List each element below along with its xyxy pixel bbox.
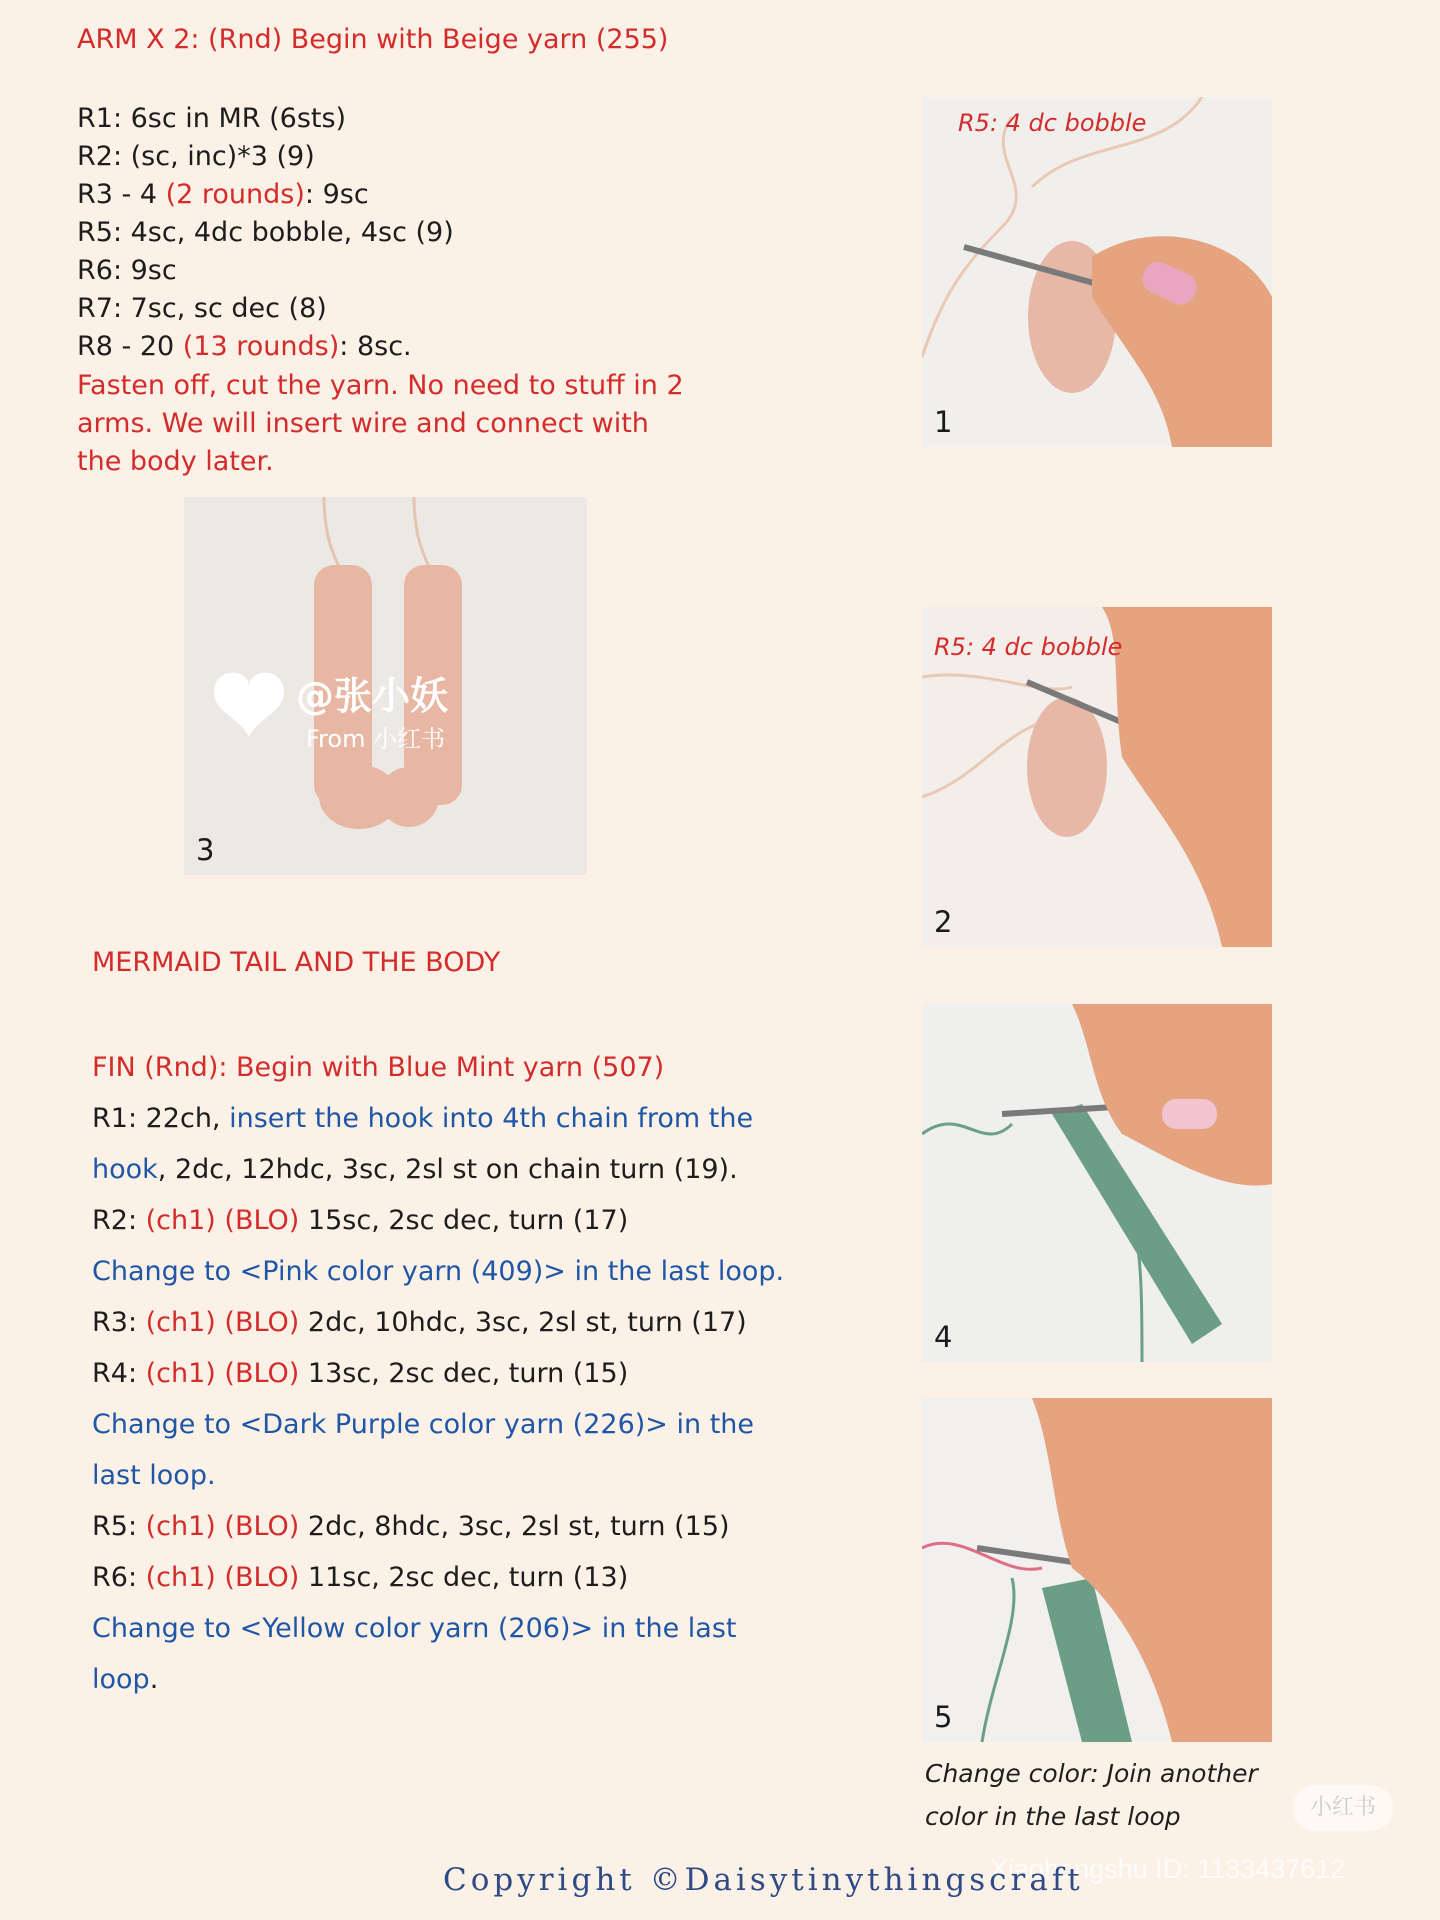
arm-round-r8-20: R8 - 20 (13 rounds): 8sc. — [77, 331, 412, 362]
color-change-yellow: Change to <Yellow color yarn (206)> in the last — [92, 1613, 737, 1644]
photo-step-2 — [922, 607, 1272, 947]
platform-id-watermark: Xiaohongshu ID: 1133437612 — [990, 1854, 1346, 1884]
fin-round-r5: R5: (ch1) (BLO) 2dc, 8hdc, 3sc, 2sl st, turn (15) — [92, 1511, 730, 1542]
arm-round-r7: R7: 7sc, sc dec (8) — [77, 293, 327, 324]
watermark-username: @张小妖 — [296, 674, 449, 718]
fin-title: FIN (Rnd): Begin with Blue Mint yarn (507) — [92, 1052, 665, 1083]
color-change-purple: Change to <Dark Purple color yarn (226)> in the — [92, 1409, 755, 1440]
arm-round-r5: R5: 4sc, 4dc bobble, 4sc (9) — [77, 217, 454, 248]
photo-1-number: 1 — [934, 405, 953, 439]
arm-section-title: ARM X 2: (Rnd) Begin with Beige yarn (255) — [77, 24, 669, 55]
platform-logo-watermark: 小红书 — [1293, 1785, 1393, 1831]
arm-finish-note: Fasten off, cut the yarn. No need to stuff in 2 arms. We will insert wire and connect with the body later. — [77, 370, 684, 477]
photo-4-number: 4 — [934, 1320, 953, 1354]
color-change-caption: Change color: Join another color in the last loop — [925, 1759, 1258, 1831]
photo-1-caption: R5: 4 dc bobble — [958, 109, 1147, 137]
photo-1-illustration — [922, 97, 1272, 447]
fin-round-r3: R3: (ch1) (BLO) 2dc, 10hdc, 3sc, 2sl st, turn (17) — [92, 1307, 747, 1338]
arm-round-r1: R1: 6sc in MR (6sts) — [77, 103, 347, 134]
fin-round-r4: R4: (ch1) (BLO) 13sc, 2sc dec, turn (15) — [92, 1358, 629, 1389]
photo-4-illustration — [922, 1004, 1272, 1362]
color-change-pink: Change to <Pink color yarn (409)> in the last loop. — [92, 1256, 785, 1287]
photo-5-number: 5 — [934, 1700, 953, 1734]
photo-3-number: 3 — [196, 833, 215, 867]
watermark-source: From 小红书 — [306, 725, 446, 753]
arm-round-r6: R6: 9sc — [77, 255, 177, 286]
color-change-yellow-cont: loop. — [92, 1664, 159, 1695]
fin-round-r6: R6: (ch1) (BLO) 11sc, 2sc dec, turn (13) — [92, 1562, 629, 1593]
fin-round-r2: R2: (ch1) (BLO) 15sc, 2sc dec, turn (17) — [92, 1205, 629, 1236]
copyright-footer: Copyright ©Daisytinythingscraft — [443, 1862, 1084, 1898]
photo-5-illustration — [922, 1398, 1272, 1742]
arm-round-r3-4: R3 - 4 (2 rounds): 9sc — [77, 179, 369, 210]
photo-2-caption: R5: 4 dc bobble — [934, 633, 1123, 661]
photo-2-number: 2 — [934, 905, 953, 939]
round-count-highlight: (13 rounds) — [182, 331, 340, 362]
photo-step-4 — [922, 1004, 1272, 1362]
round-count-highlight: (2 rounds) — [165, 179, 305, 210]
photo-step-3 — [184, 497, 587, 875]
arm-rounds-list — [77, 100, 454, 366]
heart-icon — [214, 667, 284, 742]
fin-instructions — [92, 1042, 832, 1705]
photo-step-1 — [922, 97, 1272, 447]
arm-round-r2: R2: (sc, inc)*3 (9) — [77, 141, 315, 172]
fin-round-r1: R1: 22ch, insert the hook into 4th chain from the — [92, 1103, 754, 1134]
fin-round-r1-cont: hook, 2dc, 12hdc, 3sc, 2sl st on chain turn (19). — [92, 1154, 738, 1185]
color-change-purple-cont: last loop. — [92, 1460, 216, 1491]
photo-step-5 — [922, 1398, 1272, 1742]
mermaid-section-title: MERMAID TAIL AND THE BODY — [92, 947, 501, 978]
